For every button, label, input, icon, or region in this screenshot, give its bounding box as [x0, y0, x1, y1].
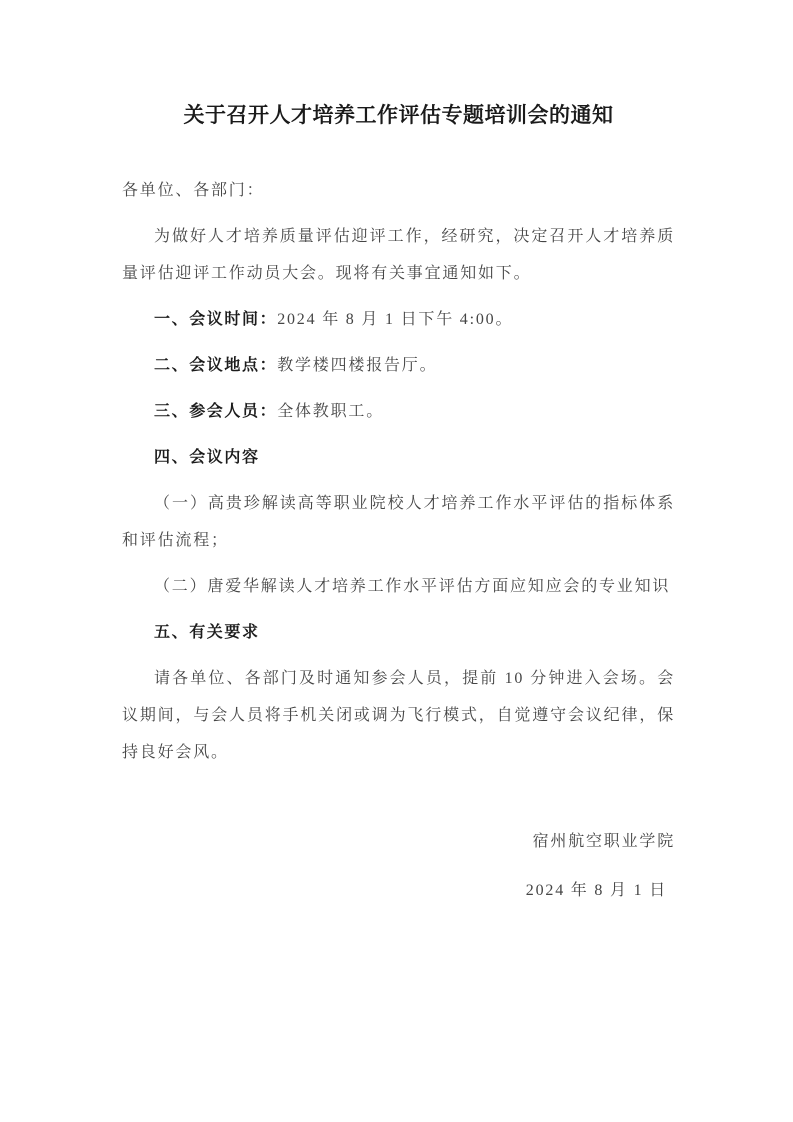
meeting-item-time: [122, 301, 675, 338]
meeting-item-place-label: 二、会议地点：: [154, 357, 278, 374]
meeting-item-time-label: 一、会议时间：: [154, 311, 278, 328]
requirements-heading-row: [122, 614, 675, 651]
meeting-item-content: [122, 439, 675, 476]
meeting-item-place: [122, 347, 675, 384]
agenda-item-1: （一）高贵珍解读高等职业院校人才培养工作水平评估的指标体系和评估流程；: [122, 495, 675, 549]
meeting-item-time-value: 2024 年 8 月 1 日下午 4:00。: [277, 311, 514, 328]
signature-block: [122, 823, 675, 909]
meeting-item-attendees-value: 全体教职工。: [277, 403, 385, 420]
meeting-item-attendees: [122, 393, 675, 430]
notice-title: 关于召开人才培养工作评估专题培训会的通知: [183, 104, 614, 127]
requirements-paragraph: 请各单位、各部门及时通知参会人员，提前 10 分钟进入会场。会议期间，与会人员将手机关闭或调为飞行模式，自觉遵守会议纪律，保持良好会风。: [122, 670, 675, 761]
signature-organization: 宿州航空职业学院: [532, 833, 675, 850]
requirements-heading: 五、有关要求: [154, 624, 260, 641]
intro-paragraph: 为做好人才培养质量评估迎评工作，经研究，决定召开人才培养质量评估迎评工作动员大会。现将有关事宜通知如下。: [122, 228, 675, 282]
meeting-item-attendees-label: 三、参会人员：: [154, 403, 278, 420]
signature-date: 2024 年 8 月 1 日: [525, 882, 667, 899]
meeting-item-place-value: 教学楼四楼报告厅。: [277, 357, 438, 374]
meeting-item-content-label: 四、会议内容: [154, 449, 260, 466]
salutation: 各单位、各部门：: [122, 182, 265, 199]
agenda-item-2: （二）唐爱华解读人才培养工作水平评估方面应知应会的专业知识: [154, 578, 671, 595]
